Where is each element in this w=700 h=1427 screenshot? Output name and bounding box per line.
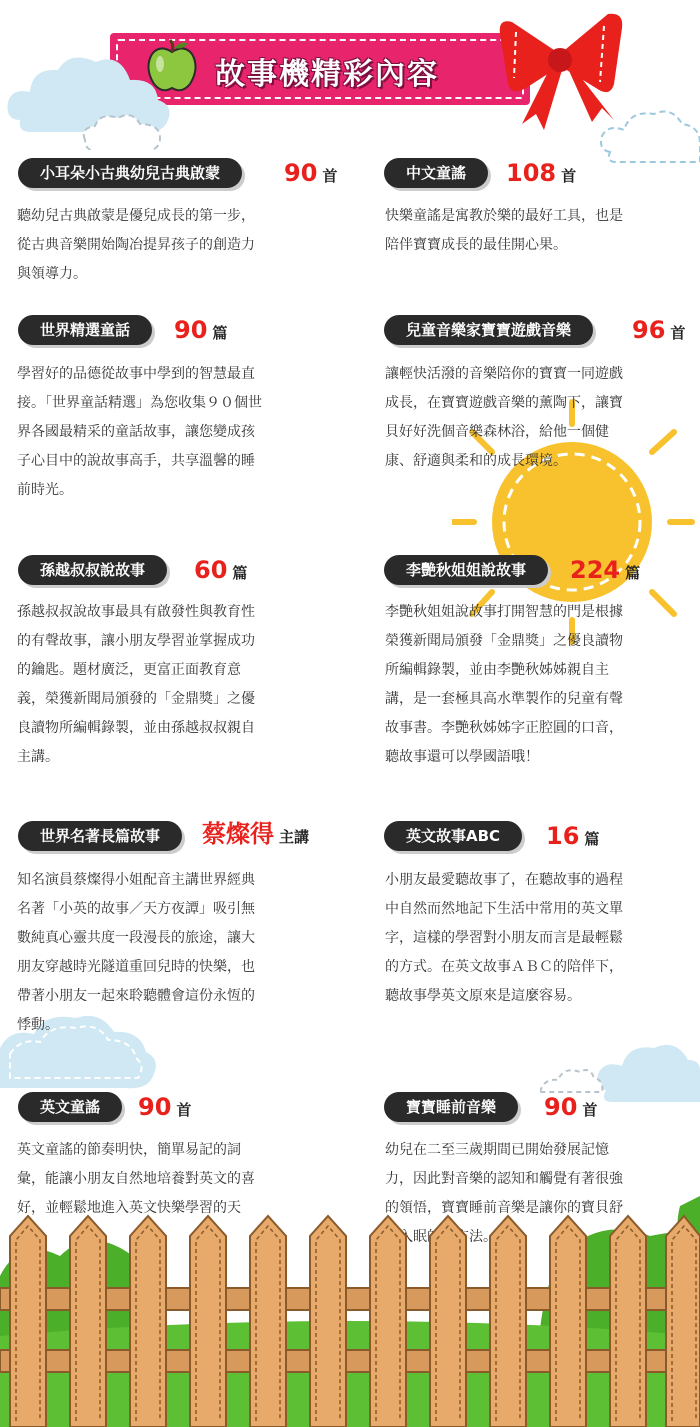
- section-count-classic: 90 首: [284, 159, 338, 187]
- section-pill-classic: 小耳朵小古典幼兒古典啟蒙: [18, 158, 242, 188]
- section-count-english-abc: 16 篇: [546, 822, 600, 850]
- section-desc-nursery-cn: 快樂童謠是寓教於樂的最好工具，也是陪伴寶寶成長的最佳開心果。: [385, 208, 623, 253]
- section-desc-classic: 聽幼兒古典啟蒙是優兒成長的第一步，從古典音樂開始陶冶提昇孩子的創造力與領導力。: [17, 208, 255, 282]
- section-count-bedtime: 90 首: [544, 1093, 598, 1121]
- section-count-nursery-cn: 108 首: [506, 159, 577, 187]
- section-pill-sister-li: 李艷秋姐姐說故事: [384, 555, 548, 585]
- section-desc-english-abc: 小朋友最愛聽故事了，在聽故事的過程中自然而然地記下生活中常用的英文單字，這樣的學習對小朋友而言是最輕鬆的方式。在英文故事ＡＢＣ的陪伴下，聽故事學英文原來是這麼容易。: [385, 872, 623, 1004]
- section-desc-bedtime: 幼兒在二至三歲期間已開始發展記憶力，因此對音樂的認知和觸覺有著很強的領悟，寶寶睡前音樂是讓你的寶貝舒緩入眠的好方法。: [385, 1142, 623, 1245]
- section-pill-english-nursery: 英文童謠: [18, 1092, 122, 1122]
- section-desc-sister-li: 李艷秋姐姐說故事打開智慧的門是根據榮獲新聞局頒發「金鼎獎」之優良讀物所編輯錄製，並由李艷秋姊姊親自主講，是一套極具高水準製作的兒童有聲故事書。李艷秋姊姊字正腔圓的口音，聽故事還可以學國語哦！: [385, 604, 623, 765]
- section-pill-classics-long: 世界名著長篇故事: [18, 821, 182, 851]
- bow-icon: [492, 4, 628, 132]
- section-pill-world-tales: 世界精選童話: [18, 315, 152, 345]
- section-pill-nursery-cn: 中文童謠: [384, 158, 488, 188]
- section-pill-english-abc: 英文故事ABC: [384, 821, 522, 851]
- section-desc-classics-long: 知名演員蔡燦得小姐配音主講世界經典名著「小英的故事／天方夜譚」吸引無數純真心靈共度一段漫長的旅途，讓大朋友穿越時光隧道重回兒時的快樂，也帶著小朋友一起來聆聽體會這份永恆的悸動。: [17, 872, 255, 1033]
- section-count-english-nursery: 90 首: [138, 1093, 192, 1121]
- section-count-world-tales: 90 篇: [174, 316, 228, 344]
- section-pill-uncle-sun: 孫越叔叔說故事: [18, 555, 167, 585]
- fence-icon: [0, 1196, 700, 1427]
- section-count-sister-li: 224 篇: [570, 556, 641, 584]
- section-count-classics-long: 蔡燦得 主講: [202, 820, 310, 848]
- banner-title: 故事機精彩內容: [215, 57, 439, 92]
- section-count-uncle-sun: 60 篇: [194, 556, 248, 584]
- section-pill-music-games: 兒童音樂家寶寶遊戲音樂: [384, 315, 593, 345]
- apple-icon: [144, 38, 200, 94]
- section-desc-english-nursery: 英文童謠的節奏明快，簡單易記的詞彙，能讓小朋友自然地培養對英文的喜好，並輕鬆地進入英文快樂學習的天: [17, 1142, 255, 1216]
- section-desc-music-games: 讓輕快活潑的音樂陪你的寶寶一同遊戲成長，在寶寶遊戲音樂的薰陶下，讓寶貝好好洗個音樂森林浴，給他一個健康、舒適與柔和的成長環境。: [385, 366, 623, 469]
- section-pill-bedtime: 寶寶睡前音樂: [384, 1092, 518, 1122]
- section-desc-uncle-sun: 孫越叔叔說故事最具有啟發性與教育性的有聲故事，讓小朋友學習並掌握成功的鑰匙。題材廣泛，更富正面教育意義，榮獲新聞局頒發的「金鼎獎」之優良讀物所編輯錄製，並由孫越叔叔親自主講。: [17, 604, 255, 765]
- section-desc-world-tales: 學習好的品德從故事中學到的智慧最直接。「世界童話精選」為您收集９０個世界各國最精采的童話故事，讓您變成孩子心目中的說故事高手，共享溫馨的睡前時光。: [17, 366, 262, 498]
- section-count-music-games: 96 首: [632, 316, 686, 344]
